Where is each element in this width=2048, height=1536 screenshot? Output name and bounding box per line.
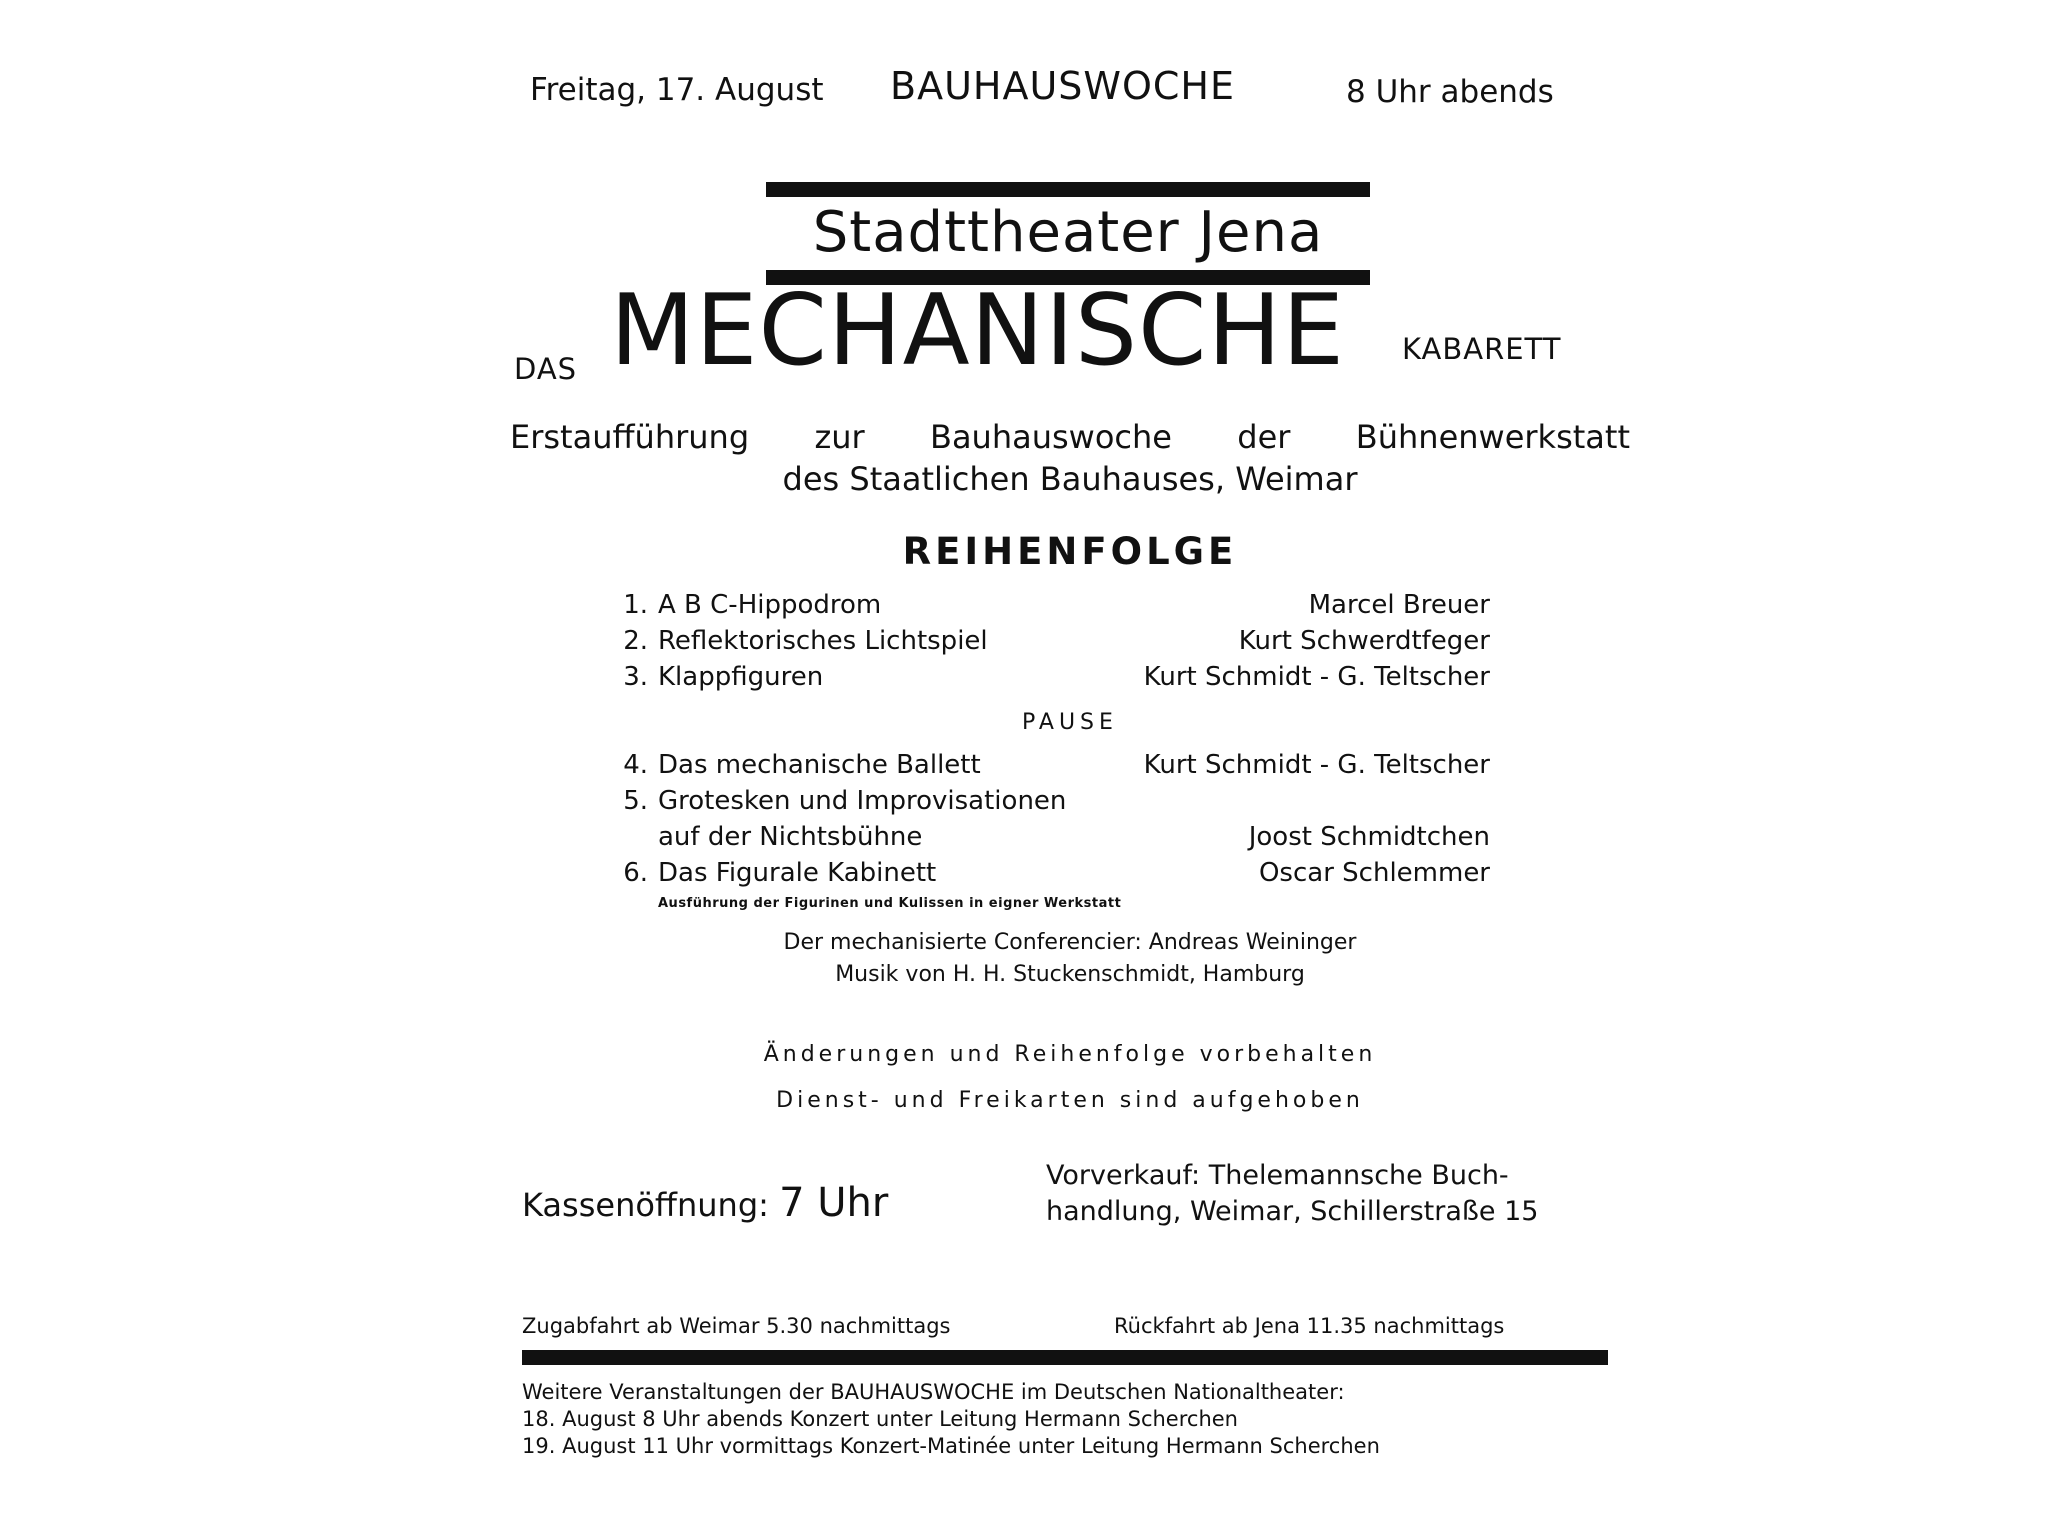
subtitle-line-2: des Staatlichen Bauhauses, Weimar [782, 460, 1358, 498]
travel-departure: Zugabfahrt ab Weimar 5.30 nachmittags [522, 1314, 951, 1338]
program-item-number: 5. [623, 786, 648, 816]
title-main: MECHANISCHE [610, 274, 1346, 388]
presale-line-1: Vorverkauf: Thelemannsche Buch- [1046, 1160, 1509, 1191]
credit-music: Musik von H. H. Stuckenschmidt, Hamburg [835, 962, 1305, 987]
program-item-title: A B C-Hippodrom [658, 590, 882, 620]
box-office-label: Kassenöffnung: [522, 1186, 769, 1224]
program-item-number: 1. [623, 590, 648, 620]
title-kabarett: KABARETT [1402, 332, 1562, 366]
program-item-artist: Kurt Schmidt - G. Teltscher [1143, 662, 1490, 692]
program-item-title: Das Figurale Kabinett [658, 858, 937, 888]
rule-bottom [522, 1350, 1608, 1365]
program-heading: REIHENFOLGE [902, 530, 1238, 573]
program-item-number: 2. [623, 626, 648, 656]
venue-title: Stadttheater Jena [812, 200, 1324, 265]
presale-line-2: handlung, Weimar, Schillerstraße 15 [1046, 1196, 1539, 1227]
program-item-number: 3. [623, 662, 648, 692]
program-item-title: Das mechanische Ballett [658, 750, 981, 780]
program-item-artist: Marcel Breuer [1308, 590, 1490, 620]
travel-return: Rückfahrt ab Jena 11.35 nachmittags [1114, 1314, 1505, 1338]
header-event: BAUHAUSWOCHE [890, 64, 1235, 108]
program-item-title: Klappfiguren [658, 662, 824, 692]
program-item-title: Grotesken und Improvisationen [658, 786, 1067, 816]
program-item-title: Reflektorisches Lichtspiel [658, 626, 988, 656]
credit-conferencier: Der mechanisierte Conferencier: Andreas Weininger [783, 930, 1357, 955]
more-events-line-1: Weitere Veranstaltungen der BAUHAUSWOCHE im Deutschen Nationaltheater: [522, 1380, 1345, 1404]
program-note: Ausführung der Figurinen und Kulissen in eigner Werkstatt [658, 896, 1122, 911]
box-office-time: 7 Uhr [779, 1180, 889, 1226]
notice-changes: Änderungen und Reihenfolge vorbehalten [763, 1042, 1377, 1067]
header-date: Freitag, 17. August [530, 72, 824, 108]
program-item-artist: Joost Schmidtchen [1248, 822, 1490, 852]
subtitle-line-1: Erstaufführung zur Bauhauswoche der Bühnenwerkstatt [510, 418, 1630, 456]
box-office [522, 1180, 888, 1226]
program-pause: PAUSE [1022, 710, 1118, 735]
rule-top [766, 182, 1370, 197]
program-item-title: auf der Nichtsbühne [658, 822, 923, 852]
notice-tickets: Dienst- und Freikarten sind aufgehoben [776, 1088, 1364, 1113]
title-das: DAS [514, 352, 578, 386]
program-item-number: 6. [623, 858, 648, 888]
more-events-line-3: 19. August 11 Uhr vormittags Konzert-Matinée unter Leitung Hermann Scherchen [522, 1434, 1380, 1458]
program-item-artist: Kurt Schwerdtfeger [1238, 626, 1490, 656]
program-item-artist: Kurt Schmidt - G. Teltscher [1143, 750, 1490, 780]
poster [510, 50, 1630, 1470]
program-item-artist: Oscar Schlemmer [1258, 858, 1490, 888]
more-events-line-2: 18. August 8 Uhr abends Konzert unter Leitung Hermann Scherchen [522, 1407, 1238, 1431]
header-time: 8 Uhr abends [1346, 74, 1554, 110]
program-item-number: 4. [623, 750, 648, 780]
